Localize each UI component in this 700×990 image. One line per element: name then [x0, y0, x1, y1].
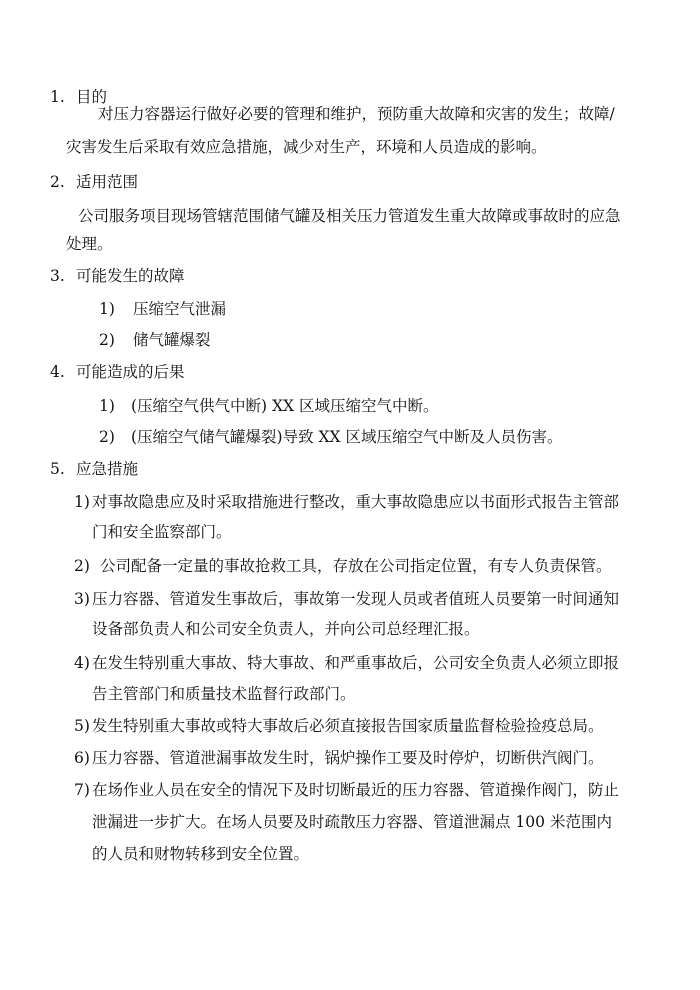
section-4-item-1-text: (压缩空气供气中断) XX 区域压缩空气中断。: [131, 397, 439, 415]
measure-5-line-1: 发生特别重大事故或特大事故后必须直接报告国家质量监督检验捡疫总局。: [92, 717, 604, 735]
measure-7-line-3: 的人员和财物转移到安全位置。: [92, 845, 310, 863]
section-3-number: 3.: [50, 267, 65, 285]
section-4-item-1-marker: 1): [99, 397, 115, 415]
measure-3-line-2: 设备部负责人和公司安全负责人，并向公司总经理汇报。: [92, 620, 480, 638]
section-4-item-2-text: (压缩空气储气罐爆裂)导致 XX 区域压缩空气中断及人员伤害。: [131, 428, 563, 446]
measure-3-marker: 3): [74, 590, 90, 608]
section-3-item-1-marker: 1): [99, 300, 115, 318]
section-4-title: 可能造成的后果: [76, 363, 185, 381]
section-3-item-1-text: 压缩空气泄漏: [133, 300, 227, 318]
section-4-number: 4.: [50, 363, 65, 381]
measure-4-line-2: 告主管部门和质量技术监督行政部门。: [92, 685, 356, 703]
measure-4-marker: 4): [74, 654, 90, 672]
section-5-title: 应急措施: [76, 460, 139, 478]
section-1-paragraph-line-2: 灾害发生后采取有效应急措施，减少对生产，环境和人员造成的影响。: [66, 138, 547, 156]
section-2-number: 2.: [50, 173, 65, 191]
section-3-title: 可能发生的故障: [76, 267, 185, 285]
measure-6-line-1: 压力容器、管道泄漏事故发生时，锅炉操作工要及时停炉，切断供汽阀门。: [92, 749, 604, 767]
measure-6-marker: 6): [74, 749, 90, 767]
section-3-item-2-text: 储气罐爆裂: [133, 331, 211, 349]
measure-3-line-1: 压力容器、管道发生事故后，事故第一发现人员或者值班人员要第一时间通知: [92, 590, 620, 608]
measure-1-line-1: 对事故隐患应及时采取措施进行整改，重大事故隐患应以书面形式报告主管部: [92, 493, 620, 511]
section-1-paragraph-line-1: 对压力容器运行做好必要的管理和维护，预防重大故障和灾害的发生；故障/: [98, 105, 615, 123]
section-4-item-2-marker: 2): [99, 428, 115, 446]
measure-1-line-2: 门和安全监察部门。: [92, 523, 232, 541]
section-2-paragraph-line-1: 公司服务项目现场管辖范围储气罐及相关压力管道发生重大故障或事故时的应急: [78, 207, 621, 225]
measure-7-marker: 7): [74, 781, 90, 799]
measure-2-line-1: 公司配备一定量的事故抢救工具，存放在公司指定位置，有专人负责保管。: [100, 557, 612, 575]
measure-4-line-1: 在发生特别重大事故、特大事故、和严重事故后，公司安全负责人必须立即报: [92, 654, 620, 672]
section-1-title: 目的: [76, 88, 108, 106]
measure-1-marker: 1): [74, 493, 90, 511]
measure-7-line-2: 泄漏进一步扩大。在场人员要及时疏散压力容器、管道泄漏点 100 米范围内: [92, 813, 612, 831]
measure-7-line-1: 在场作业人员在安全的情况下及时切断最近的压力容器、管道操作阀门，防止: [92, 781, 620, 799]
measure-5-marker: 5): [74, 717, 90, 735]
section-5-number: 5.: [50, 460, 65, 478]
section-3-item-2-marker: 2): [99, 331, 115, 349]
measure-2-marker: 2): [74, 557, 90, 575]
section-2-paragraph-line-2: 处理。: [66, 235, 113, 253]
section-1-number: 1.: [50, 88, 65, 106]
section-2-title: 适用范围: [76, 173, 139, 191]
